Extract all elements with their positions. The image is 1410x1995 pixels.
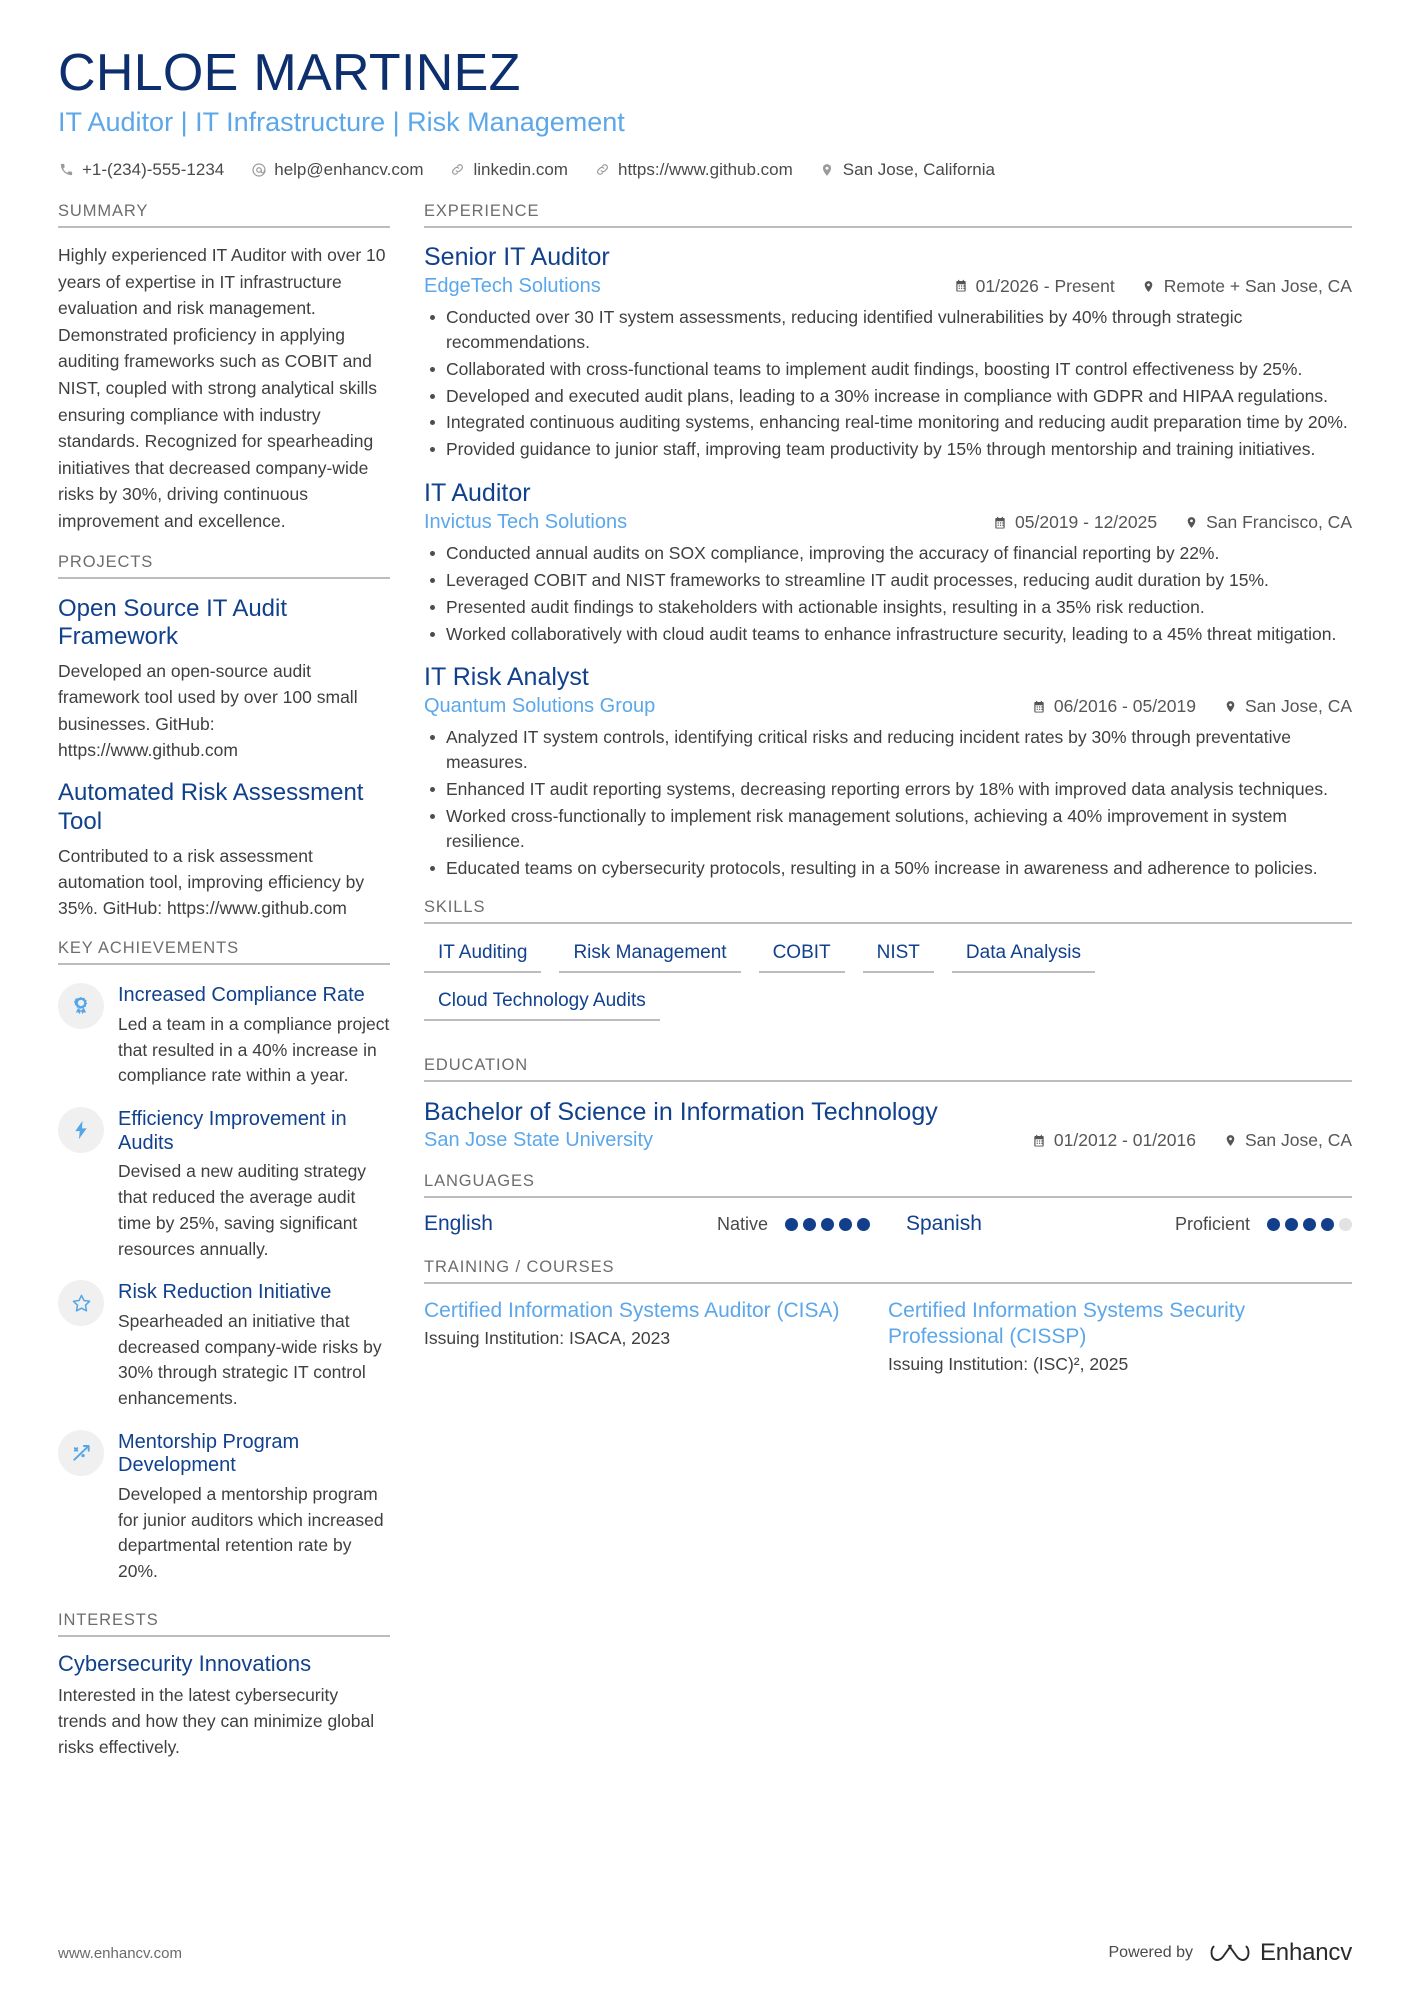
calendar-icon bbox=[953, 278, 969, 294]
job-dates bbox=[953, 276, 1115, 297]
job-meta bbox=[424, 275, 1352, 298]
job-location bbox=[1141, 276, 1352, 297]
education-degree: Bachelor of Science in Information Technology bbox=[424, 1098, 938, 1127]
project-description: Developed an open-source audit framework tool used by over 100 small businesses. GitHub: https://www.github.com bbox=[58, 661, 358, 760]
section-divider bbox=[58, 963, 390, 965]
education-dates bbox=[1031, 1130, 1196, 1151]
calendar-icon bbox=[992, 515, 1008, 531]
job-bullets bbox=[424, 725, 1352, 880]
course-item bbox=[888, 1298, 1352, 1374]
location-icon bbox=[819, 161, 836, 178]
section-experience bbox=[424, 202, 1352, 881]
job-location-text: Remote + San Jose, CA bbox=[1163, 275, 1352, 296]
achievement-title: Efficiency Improvement in Audits bbox=[118, 1108, 347, 1154]
location-icon bbox=[1222, 1133, 1238, 1149]
contact-phone-text: +1-(234)-555-1234 bbox=[82, 159, 225, 179]
job-bullets bbox=[424, 541, 1352, 646]
education-location-text: San Jose, CA bbox=[1245, 1130, 1352, 1151]
email-icon bbox=[250, 161, 267, 178]
job-dates-text: 06/2016 - 05/2019 bbox=[1053, 696, 1196, 717]
job-bullet: Leveraged COBIT and NIST frameworks to streamline IT audit processes, reducing audit duration by 15%. bbox=[424, 568, 1352, 593]
page-title: CHLOE MARTINEZ bbox=[58, 44, 521, 102]
section-divider bbox=[58, 577, 390, 579]
interest-title: Cybersecurity Innovations bbox=[58, 1650, 312, 1676]
skill-chip: IT Auditing bbox=[424, 938, 541, 973]
link-icon bbox=[594, 161, 611, 178]
language-level: Proficient bbox=[1174, 1213, 1250, 1234]
language-item bbox=[424, 1212, 870, 1236]
experience-item bbox=[424, 242, 1352, 462]
resume-body bbox=[58, 202, 1352, 1779]
language-rating-dots bbox=[780, 1218, 870, 1231]
achievement-item bbox=[58, 1280, 390, 1411]
rating-dot-filled bbox=[1303, 1218, 1316, 1231]
language-item bbox=[906, 1212, 1352, 1236]
job-location bbox=[1222, 696, 1352, 717]
skill-chip: COBIT bbox=[759, 938, 845, 973]
project-item bbox=[58, 779, 390, 921]
skills-list bbox=[424, 938, 1352, 1034]
skill-chip: Risk Management bbox=[559, 938, 740, 973]
section-title-experience: EXPERIENCE bbox=[424, 201, 540, 220]
course-name[interactable]: Certified Information Systems Security Professional (CISSP) bbox=[888, 1299, 1246, 1349]
section-title-training-courses: TRAINING / COURSES bbox=[424, 1258, 615, 1277]
education-dates-text: 01/2012 - 01/2016 bbox=[1053, 1130, 1196, 1151]
education-item bbox=[424, 1098, 1352, 1152]
job-meta bbox=[424, 695, 1352, 718]
rating-dot-filled bbox=[1285, 1218, 1298, 1231]
contact-location-text: San Jose, California bbox=[842, 159, 995, 179]
section-languages bbox=[424, 1172, 1352, 1236]
footer-website[interactable]: www.enhancv.com bbox=[58, 1944, 182, 1962]
job-dates bbox=[992, 512, 1157, 533]
summary-text: Highly experienced IT Auditor with over 10 years of expertise in IT infrastructure evaluation and risk management. Demonstrated proficiency in applying auditing frameworks such as COBIT and NIST, coupled with strong analytical skills ensuring compliance with industry standards. Recognized for spearheading initiatives that decreased company-wide risks by 30%, driving continuous improvement and excellence. bbox=[58, 244, 386, 531]
achievement-item bbox=[58, 983, 390, 1089]
rating-dot-filled bbox=[821, 1218, 834, 1231]
footer-powered-by bbox=[1109, 1939, 1353, 1967]
contact-github[interactable] bbox=[594, 160, 793, 180]
skill-chip: Cloud Technology Audits bbox=[424, 986, 660, 1021]
section-divider bbox=[58, 1635, 390, 1637]
job-location bbox=[1183, 512, 1352, 533]
section-title-interests: INTERESTS bbox=[58, 1610, 159, 1629]
achievement-item bbox=[58, 1430, 390, 1585]
job-role: Senior IT Auditor bbox=[424, 242, 610, 271]
job-location-text: San Jose, CA bbox=[1245, 696, 1352, 717]
location-icon bbox=[1141, 278, 1157, 294]
job-location-text: San Francisco, CA bbox=[1206, 512, 1352, 533]
course-item bbox=[424, 1298, 888, 1374]
rating-dot-filled bbox=[857, 1218, 870, 1231]
location-icon bbox=[1222, 699, 1238, 715]
skill-chip: Data Analysis bbox=[952, 938, 1095, 973]
contact-linkedin-text: linkedin.com bbox=[473, 159, 568, 179]
interest-description: Interested in the latest cybersecurity trends and how they can minimize global risks effectively. bbox=[58, 1684, 375, 1758]
job-bullet: Enhanced IT audit reporting systems, decreasing reporting errors by 18% with improved data analysis techniques. bbox=[424, 777, 1352, 802]
job-dates-text: 01/2026 - Present bbox=[975, 275, 1115, 296]
location-icon bbox=[1183, 515, 1199, 531]
section-divider bbox=[424, 1282, 1352, 1284]
section-divider bbox=[58, 226, 390, 228]
job-dates bbox=[1031, 696, 1196, 717]
language-level: Native bbox=[716, 1213, 768, 1234]
job-bullet: Worked collaboratively with cloud audit teams to enhance infrastructure security, leading to a 45% threat mitigation. bbox=[424, 622, 1352, 647]
job-bullet: Collaborated with cross-functional teams to implement audit findings, boosting IT control effectiveness by 25%. bbox=[424, 357, 1352, 382]
job-bullet: Integrated continuous auditing systems, enhancing real-time monitoring and reducing audit preparation time by 20%. bbox=[424, 410, 1352, 435]
headline: IT Auditor | IT Infrastructure | Risk Management bbox=[58, 107, 625, 138]
achievement-description: Devised a new auditing strategy that reduced the average audit time by 25%, saving significant resources annually. bbox=[118, 1161, 367, 1259]
page-footer bbox=[58, 1939, 1352, 1967]
section-interests bbox=[58, 1611, 390, 1761]
enhancv-wordmark: Enhancv bbox=[1260, 1939, 1352, 1966]
section-training-courses bbox=[424, 1258, 1352, 1374]
achievement-title: Increased Compliance Rate bbox=[118, 984, 365, 1007]
job-role: IT Auditor bbox=[424, 479, 531, 508]
job-meta bbox=[424, 511, 1352, 534]
section-education bbox=[424, 1056, 1352, 1152]
skill-chip: NIST bbox=[863, 938, 934, 973]
contact-email-text: help@enhancv.com bbox=[274, 159, 424, 179]
contact-linkedin[interactable] bbox=[449, 160, 568, 180]
section-key-achievements bbox=[58, 939, 390, 1584]
job-bullet: Developed and executed audit plans, leading to a 30% increase in compliance with GDPR and HIPAA regulations. bbox=[424, 384, 1352, 409]
course-name[interactable]: Certified Information Systems Auditor (CISA) bbox=[424, 1299, 840, 1323]
contact-row bbox=[58, 160, 1352, 180]
education-school[interactable]: San Jose State University bbox=[424, 1129, 653, 1152]
rating-dot-filled bbox=[1321, 1218, 1334, 1231]
job-bullet: Provided guidance to junior staff, improving team productivity by 15% through mentorship and training initiatives. bbox=[424, 437, 1352, 462]
languages-list bbox=[424, 1212, 1352, 1236]
achievement-description: Spearheaded an initiative that decreased company-wide risks by 30% through strategic IT control enhancements. bbox=[118, 1310, 382, 1409]
achievement-title: Mentorship Program Development bbox=[118, 1430, 300, 1477]
project-description: Contributed to a risk assessment automation tool, improving efficiency by 35%. GitHub: https://www.github.com bbox=[58, 845, 365, 919]
project-title[interactable]: Automated Risk Assessment Tool bbox=[58, 779, 364, 835]
star-outline-icon bbox=[58, 1280, 104, 1326]
language-rating-dots bbox=[1262, 1218, 1352, 1231]
calendar-icon bbox=[1031, 699, 1047, 715]
achievement-title: Risk Reduction Initiative bbox=[118, 1281, 332, 1304]
job-bullet: Conducted over 30 IT system assessments, reducing identified vulnerabilities by 40% through strategic recommendations. bbox=[424, 305, 1352, 355]
course-institution: Issuing Institution: (ISC)², 2025 bbox=[888, 1353, 1129, 1374]
job-bullets bbox=[424, 305, 1352, 462]
section-summary bbox=[58, 202, 390, 535]
job-dates-text: 05/2019 - 12/2025 bbox=[1015, 512, 1158, 533]
rating-dot-filled bbox=[803, 1218, 816, 1231]
enhancv-mark-icon bbox=[1209, 1940, 1251, 1966]
job-bullet: Presented audit findings to stakeholders with actionable insights, resulting in a 35% risk reduction. bbox=[424, 595, 1352, 620]
section-divider bbox=[424, 1196, 1352, 1198]
job-company[interactable]: Quantum Solutions Group bbox=[424, 695, 656, 718]
job-company[interactable]: EdgeTech Solutions bbox=[424, 274, 601, 297]
right-column bbox=[424, 202, 1352, 1393]
section-skills bbox=[424, 898, 1352, 1034]
section-title-summary: SUMMARY bbox=[58, 201, 149, 220]
phone-icon bbox=[58, 161, 75, 178]
courses-list bbox=[424, 1298, 1352, 1374]
lightning-bolt-icon bbox=[58, 1107, 104, 1153]
calendar-icon bbox=[1031, 1133, 1047, 1149]
achievement-description: Developed a mentorship program for junior auditors which increased departmental retention rate by 20%. bbox=[118, 1483, 384, 1582]
section-title-projects: PROJECTS bbox=[58, 552, 154, 571]
experience-item bbox=[424, 662, 1352, 880]
section-divider bbox=[424, 1080, 1352, 1082]
contact-email[interactable] bbox=[250, 160, 423, 180]
job-bullet: Analyzed IT system controls, identifying critical risks and reducing incident rates by 30% through preventative measures. bbox=[424, 725, 1352, 775]
education-meta bbox=[424, 1129, 1352, 1152]
job-bullet: Worked cross-functionally to implement risk management solutions, achieving a 40% improvement in system resilience. bbox=[424, 804, 1352, 854]
link-icon bbox=[449, 161, 466, 178]
rating-dot-filled bbox=[839, 1218, 852, 1231]
achievement-item bbox=[58, 1107, 390, 1262]
contact-github-text: https://www.github.com bbox=[617, 159, 793, 179]
job-bullet: Conducted annual audits on SOX compliance, improving the accuracy of financial reporting by 22%. bbox=[424, 541, 1352, 566]
growth-arrow-icon bbox=[58, 1430, 104, 1476]
course-institution: Issuing Institution: ISACA, 2023 bbox=[424, 1328, 671, 1349]
job-role: IT Risk Analyst bbox=[424, 663, 589, 692]
experience-item bbox=[424, 478, 1352, 646]
contact-location bbox=[819, 160, 995, 180]
footer-powered-by-label: Powered by bbox=[1108, 1944, 1193, 1961]
enhancv-logo bbox=[1209, 1939, 1352, 1967]
interest-item bbox=[58, 1651, 390, 1761]
section-title-key-achievements: KEY ACHIEVEMENTS bbox=[58, 939, 239, 958]
project-item bbox=[58, 595, 390, 764]
section-divider bbox=[424, 226, 1352, 228]
job-company[interactable]: Invictus Tech Solutions bbox=[424, 511, 628, 534]
language-name: English bbox=[424, 1212, 493, 1236]
project-title[interactable]: Open Source IT Audit Framework bbox=[58, 594, 288, 651]
rating-dot-empty bbox=[1339, 1218, 1352, 1231]
rating-dot-filled bbox=[785, 1218, 798, 1231]
section-divider bbox=[424, 922, 1352, 924]
section-title-languages: LANGUAGES bbox=[424, 1172, 535, 1191]
job-bullet: Educated teams on cybersecurity protocols, resulting in a 50% increase in awareness and adherence to policies. bbox=[424, 856, 1352, 881]
award-ribbon-icon bbox=[58, 983, 104, 1029]
language-name: Spanish bbox=[906, 1212, 982, 1236]
achievement-description: Led a team in a compliance project that resulted in a 40% increase in compliance rate within a year. bbox=[118, 1014, 390, 1086]
section-title-skills: SKILLS bbox=[424, 898, 486, 917]
resume-header bbox=[58, 44, 1352, 180]
contact-phone[interactable] bbox=[58, 160, 224, 180]
left-column bbox=[58, 202, 390, 1779]
section-title-education: EDUCATION bbox=[424, 1056, 529, 1075]
rating-dot-filled bbox=[1267, 1218, 1280, 1231]
section-projects bbox=[58, 553, 390, 922]
education-location bbox=[1222, 1130, 1352, 1151]
